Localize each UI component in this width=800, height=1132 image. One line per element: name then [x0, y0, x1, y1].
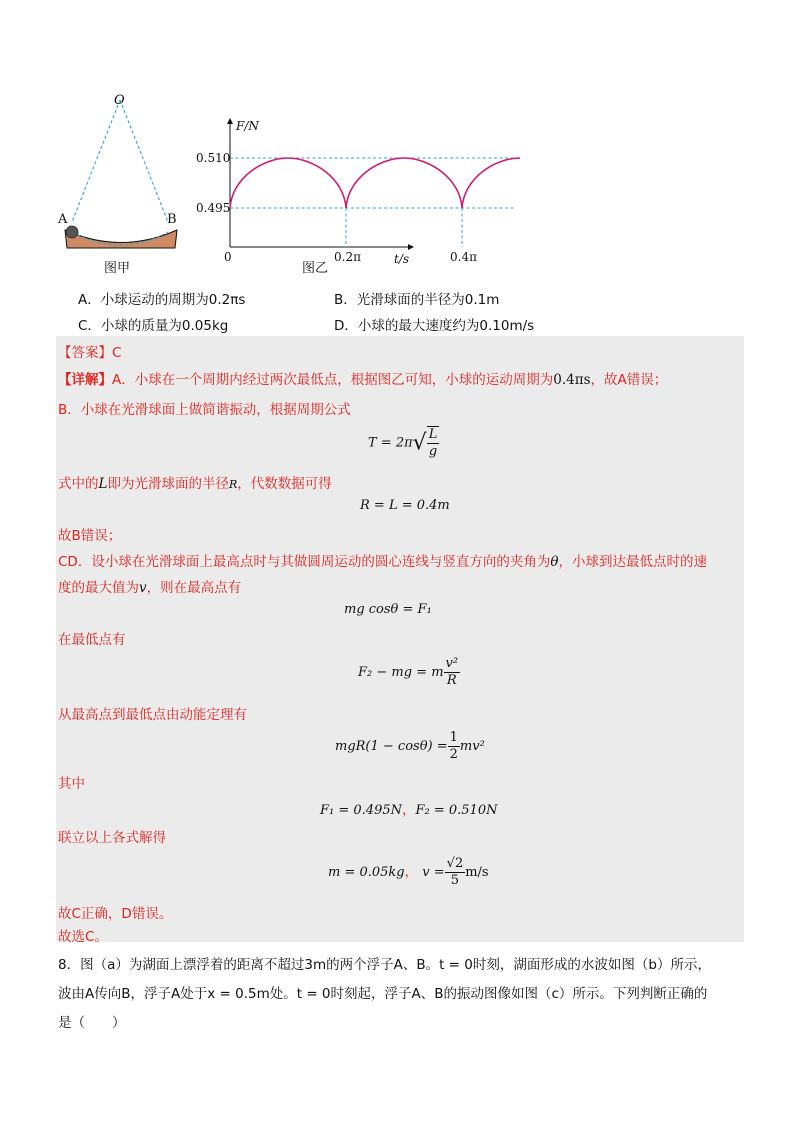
eq-bottom-num: v²	[445, 656, 459, 671]
label-o: O	[114, 93, 125, 108]
y-tick-0-495: 0.495	[196, 201, 231, 215]
detail-line-5	[58, 550, 707, 570]
detail-line1-suffix: ，故A错误；	[590, 372, 668, 388]
figure-a-caption: 图甲	[104, 261, 131, 276]
label-a: A	[58, 212, 68, 227]
equation-bottom	[358, 656, 460, 689]
equation-radius: R = L = 0.4m	[360, 498, 450, 513]
y-axis-arrow	[227, 118, 233, 124]
line5-suffix: ，小球到达最低点时的速	[558, 554, 707, 570]
line5-var: θ	[550, 554, 559, 570]
line6-suffix: ，则在最高点有	[146, 580, 242, 596]
eq-mass: m = 0.05kg	[328, 865, 405, 880]
x-tick-0-4pi: 0.4π	[450, 250, 477, 264]
eq-v-den: 5	[450, 873, 460, 888]
detail-line1-value: 0.4πs	[553, 372, 591, 388]
label-b: B	[167, 212, 177, 227]
detail-line-2: B．小球在光滑球面上做简谐振动，根据周期公式	[58, 402, 351, 418]
line3-prefix: 式中的	[58, 476, 99, 492]
option-a[interactable]: A．小球运动的周期为0.2πs	[78, 292, 246, 308]
eq-energy-lhs: mgR(1 − cosθ) =	[335, 739, 448, 754]
eq-v-num: √2	[446, 856, 464, 871]
eq-f1: F₁ = 0.495N	[320, 803, 402, 818]
line3-var2: R	[228, 478, 238, 491]
eq-v-lhs: v =	[422, 865, 445, 880]
eq-bottom-lhs: F₂ − mg = m	[358, 665, 444, 680]
equation-result	[328, 856, 489, 889]
equation-forces	[320, 798, 497, 818]
string-right	[120, 100, 168, 222]
equation-period: T = 2π√ $\frac{L}{g}$	[368, 427, 438, 459]
line5-prefix: CD．设小球在光滑球面上最高点时与其做圆周运动的圆心连线与竖直方向的夹角为	[58, 554, 551, 570]
eq-sep: ，	[401, 802, 416, 818]
eq-v-unit: m/s	[465, 865, 489, 880]
option-b[interactable]: B．光滑球面的半径为0.1m	[334, 292, 500, 308]
option-c[interactable]: C．小球的质量为0.05kg	[78, 318, 229, 334]
line3-mid: 即为光滑球面的半径	[107, 476, 229, 492]
answer-line	[58, 341, 121, 361]
eq-period-lhs: T = 2π	[368, 435, 413, 451]
eq-f2: F₂ = 0.510N	[415, 803, 498, 818]
detail-line-8: 从最高点到最低点由动能定理有	[58, 707, 247, 723]
detail-tag: 【详解】	[58, 372, 112, 388]
eq-period-num: L	[428, 427, 438, 442]
question-8-line-1: 8．图（a）为湖面上漂浮着的距离不超过3m的两个浮子A、B。t = 0时刻，湖面形成的水波如图（b）所示，	[58, 957, 711, 973]
eq-bottom-den: R	[446, 673, 457, 688]
option-d[interactable]: D．小球的最大速度约为0.10m/s	[334, 318, 535, 334]
line6-prefix: 度的最大值为	[58, 580, 139, 596]
ball	[66, 226, 78, 238]
detail-line-3	[58, 472, 332, 492]
y-tick-0-510: 0.510	[196, 151, 231, 165]
string-left	[72, 100, 120, 222]
detail-line-10: 联立以上各式解得	[58, 830, 166, 846]
eq-energy-rhs: mv²	[459, 739, 485, 754]
equation-energy	[335, 730, 485, 763]
detail-line1-prefix: A．小球在一个周期内经过两次最低点，根据图乙可知，小球的运动周期为	[112, 372, 554, 388]
force-curve	[230, 158, 520, 208]
eq-energy-num: 1	[449, 730, 458, 745]
line3-var1: L	[98, 476, 108, 492]
eq-period-den: g	[428, 444, 438, 459]
eq-energy-den: 2	[449, 747, 458, 762]
detail-line-4: 故B错误；	[58, 528, 122, 544]
x-tick-0-2pi: 0.2π	[334, 250, 361, 264]
figure-a-pendulum	[55, 90, 195, 280]
detail-line-9: 其中	[58, 776, 85, 792]
eq-sep2: ，	[404, 864, 419, 880]
question-8-line-2: 波由A传向B，浮子A处于x = 0.5m处。t = 0时刻起，浮子A、B的振动图像如图（c）所示。下列判断正确的	[58, 986, 708, 1002]
answer-tag: 【答案】	[58, 345, 112, 361]
figure-b-chart	[190, 110, 477, 280]
y-axis-label: F/N	[236, 119, 259, 133]
origin-label: 0	[224, 250, 232, 264]
equation-top: mg cosθ = F₁	[344, 602, 432, 617]
detail-line-7: 在最低点有	[58, 632, 126, 648]
x-axis-arrow	[408, 244, 414, 250]
figure-b-caption: 图乙	[302, 261, 329, 276]
detail-line-6	[58, 576, 241, 596]
x-axis-label: t/s	[394, 252, 410, 266]
line6-var: v	[139, 580, 147, 596]
detail-line-11: 故C正确，D错误。	[58, 906, 173, 922]
line3-suffix: ，代数数据可得	[237, 476, 332, 492]
detail-line-1	[58, 368, 667, 388]
detail-line-12: 故选C。	[58, 929, 108, 945]
answer-value: C	[112, 345, 122, 361]
question-8-line-3: 是（ ）	[58, 1015, 126, 1031]
